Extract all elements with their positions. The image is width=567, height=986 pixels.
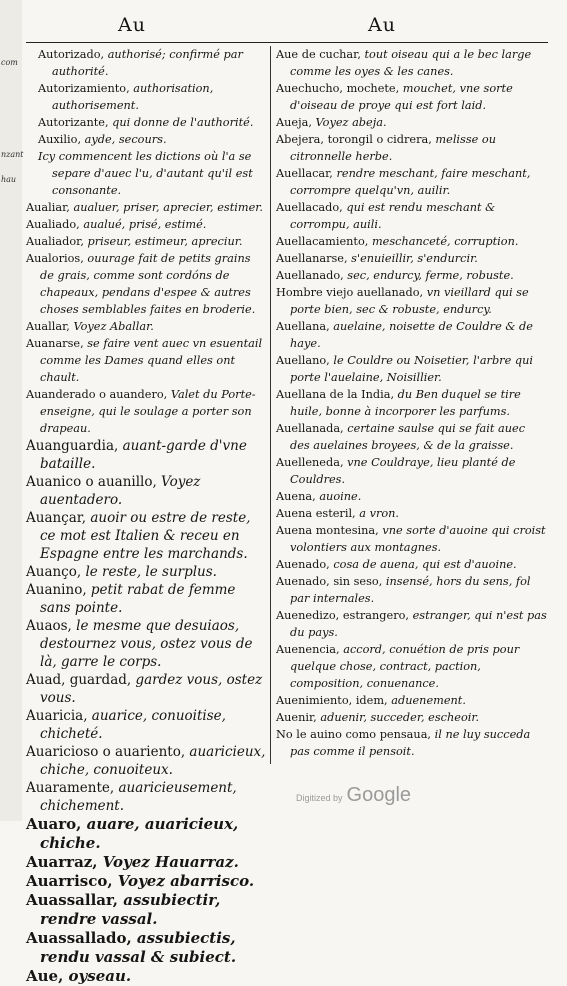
running-head-left: Au xyxy=(118,14,146,36)
entry-definition: qui est rendu meschant & corrompu, auili. xyxy=(290,201,496,231)
entry-definition: vne sorte d'auoine qui croist volontiers aux montagnes. xyxy=(290,524,546,554)
dictionary-entry xyxy=(26,853,268,872)
dictionary-entry xyxy=(26,46,268,80)
entry-definition: ayde, secours. xyxy=(81,133,167,146)
entry-headword: Auechucho, mochete, xyxy=(276,82,400,95)
entry-definition: priseur, estimeur, apreciur. xyxy=(83,235,243,248)
entry-definition: insensé, hors du sens, fol par internales. xyxy=(290,575,531,605)
entry-definition: assubiectir, rendre vassal. xyxy=(40,891,221,928)
entry-definition: auaricieux, chiche, conuoiteux. xyxy=(40,744,266,778)
entry-headword: Auassallar, xyxy=(26,891,119,909)
entry-definition: aduenement. xyxy=(387,694,466,707)
dictionary-entry xyxy=(26,318,268,335)
dictionary-entry xyxy=(276,284,548,318)
entry-headword: Auellanada, xyxy=(276,422,344,435)
entry-headword: Auellano, xyxy=(276,354,330,367)
entry-definition: estranger, qui n'est pas du pays. xyxy=(290,609,547,639)
entry-definition: gardez vous, ostez vous. xyxy=(40,672,263,706)
entry-headword: No le auino como pensaua, xyxy=(276,728,432,741)
margin-note: nzant xyxy=(1,150,24,159)
entry-headword: Autorizamiento, xyxy=(38,82,130,95)
entry-headword: Auellanarse, xyxy=(276,252,348,265)
entry-headword: Auena, xyxy=(276,490,316,503)
entry-definition: authorisation, authorisement. xyxy=(52,82,214,112)
entry-headword: Hombre viejo auellanado, xyxy=(276,286,424,299)
entry-definition: aualuer, priser, aprecier, estimer. xyxy=(69,201,264,214)
margin-note: hau xyxy=(1,175,17,184)
entry-headword: Autorizante, xyxy=(38,116,109,129)
entry-headword: Auanguardia, xyxy=(26,438,119,454)
entry-headword: Auellacamiento, xyxy=(276,235,369,248)
entry-definition: accord, conuétion de pris pour quelque chose, contract, paction, composition, conuenance. xyxy=(290,643,520,690)
entry-definition: melisse ou citronnelle herbe. xyxy=(290,133,496,163)
margin-note: com xyxy=(1,58,18,67)
dictionary-entry xyxy=(276,46,548,80)
dictionary-entry xyxy=(26,386,268,437)
entry-headword: Auanino, xyxy=(26,582,87,598)
dictionary-entry xyxy=(26,148,268,199)
dictionary-entry xyxy=(26,743,268,779)
entry-headword: Auarraz, xyxy=(26,853,98,871)
left-column xyxy=(26,46,268,986)
dictionary-entry xyxy=(26,509,268,563)
entry-definition: petit rabat de femme sans pointe. xyxy=(40,582,236,616)
header-rule xyxy=(26,42,548,43)
entry-definition: Icy commencent les dictions où l'a se separe d'auec l'u, d'autant qu'il est consonante. xyxy=(38,150,253,197)
dictionary-entry xyxy=(276,80,548,114)
entry-headword: Auxilio, xyxy=(38,133,82,146)
entry-headword: Auena montesina, xyxy=(276,524,379,537)
entry-definition: auarice, conuoitise, chicheté. xyxy=(40,708,226,742)
dictionary-entry xyxy=(26,131,268,148)
entry-definition: le reste, le surplus. xyxy=(81,564,217,580)
dictionary-entry xyxy=(26,671,268,707)
entry-headword: Auançar, xyxy=(26,510,87,526)
dictionary-entry xyxy=(276,556,548,573)
entry-headword: Auellacado, xyxy=(276,201,343,214)
dictionary-entry xyxy=(276,352,548,386)
dictionary-entry xyxy=(26,335,268,386)
dictionary-entry xyxy=(26,80,268,114)
entry-definition: assubiectis, rendu vassal & subiect. xyxy=(40,929,237,966)
dictionary-entry xyxy=(26,473,268,509)
entry-definition: tout oiseau qui a le bec large comme les oyes & les canes. xyxy=(290,48,532,78)
dictionary-entry xyxy=(26,563,268,581)
dictionary-entry xyxy=(276,165,548,199)
entry-headword: Aue, xyxy=(26,967,64,985)
entry-headword: Auaricia, xyxy=(26,708,88,724)
entry-headword: Auellacar, xyxy=(276,167,333,180)
dictionary-entry xyxy=(276,607,548,641)
entry-definition: auelaine, noisette de Couldre & de haye. xyxy=(290,320,533,350)
entry-headword: Auena esteril, xyxy=(276,507,356,520)
entry-definition: s'enuieillir, s'endurcir. xyxy=(347,252,478,265)
dictionary-entry xyxy=(26,114,268,131)
previous-page-edge xyxy=(0,0,22,821)
entry-definition: auare, auaricieux, chiche. xyxy=(40,815,239,852)
entry-definition: Voyez abeja. xyxy=(311,116,387,129)
entry-headword: Auarrisco, xyxy=(26,872,113,890)
dictionary-entry xyxy=(26,967,268,986)
entry-definition: du Ben duquel se tire huile, bonne à incorporer les parfums. xyxy=(290,388,521,418)
entry-definition: Voyez auentadero. xyxy=(40,474,201,508)
entry-headword: Auenimiento, idem, xyxy=(276,694,388,707)
entry-definition: se faire vent auec vn esuentail comme les Dames quand elles ont chault. xyxy=(40,337,263,384)
running-head-right: Au xyxy=(368,14,396,36)
entry-definition: auoine. xyxy=(315,490,362,503)
entry-headword: Auelleneda, xyxy=(276,456,344,469)
dictionary-entry xyxy=(26,199,268,216)
entry-definition: cosa de auena, qui est d'auoine. xyxy=(329,558,517,571)
entry-definition: il ne luy succeda pas comme il pensoit. xyxy=(290,728,531,758)
dictionary-entry xyxy=(276,641,548,692)
dictionary-entry xyxy=(276,726,548,760)
entry-definition: Valet du Porte-enseigne, qui le soulage a porter son drapeau. xyxy=(40,388,256,435)
entry-headword: Auenedizo, estrangero, xyxy=(276,609,410,622)
dictionary-entry xyxy=(276,318,548,352)
entry-headword: Auenado, xyxy=(276,558,330,571)
entry-definition: auaricieusement, chichement. xyxy=(40,780,237,814)
entry-headword: Auallar, xyxy=(26,320,70,333)
entry-definition: aduenir, succeder, escheoir. xyxy=(316,711,480,724)
entry-headword: Auanico o auanillo, xyxy=(26,474,157,490)
dictionary-entry xyxy=(276,522,548,556)
digitized-by-google-watermark: Digitized by Google xyxy=(296,784,412,806)
dictionary-entry xyxy=(26,250,268,318)
dictionary-entry xyxy=(276,386,548,420)
dictionary-entry xyxy=(276,267,548,284)
dictionary-entry xyxy=(276,573,548,607)
entry-headword: Abejera, torongil o cidrera, xyxy=(276,133,432,146)
entry-definition: qui donne de l'authorité. xyxy=(108,116,254,129)
entry-headword: Auenir, xyxy=(276,711,317,724)
entry-definition: Voyez abarrisco. xyxy=(112,872,255,890)
dictionary-entry xyxy=(276,505,548,522)
dictionary-entry xyxy=(276,250,548,267)
entry-definition: authorisé; confirmé par authorité. xyxy=(52,48,243,78)
entry-headword: Auanço, xyxy=(26,564,82,580)
entry-definition: ouurage fait de petits grains de grais, comme sont cordóns de chapeaux, pendans d'espee & autres choses semblables faites en broderie. xyxy=(40,252,256,316)
dictionary-entry xyxy=(276,709,548,726)
dictionary-entry xyxy=(276,692,548,709)
entry-definition: oyseau. xyxy=(63,967,132,985)
entry-definition: meschanceté, corruption. xyxy=(368,235,519,248)
dictionary-entry xyxy=(276,199,548,233)
entry-definition: vne Couldraye, lieu planté de Couldres. xyxy=(290,456,516,486)
entry-headword: Auanderado o auandero, xyxy=(26,388,168,401)
entry-headword: Auellana, xyxy=(276,320,330,333)
dictionary-entry xyxy=(276,420,548,454)
entry-headword: Autorizado, xyxy=(38,48,105,61)
entry-definition: auoir ou estre de reste, ce mot est Italien & receu en Espagne entre les marchands. xyxy=(40,510,251,562)
dictionary-entry xyxy=(26,581,268,617)
entry-headword: Auellana de la India, xyxy=(276,388,395,401)
dictionary-entry xyxy=(276,131,548,165)
entry-headword: Auaos, xyxy=(26,618,72,634)
dictionary-entry xyxy=(276,233,548,250)
entry-headword: Auaro, xyxy=(26,815,82,833)
entry-headword: Auassallado, xyxy=(26,929,132,947)
entry-definition: le mesme que desuiaos, destournez vous, ostez vous de là, garre le corps. xyxy=(40,618,253,670)
dictionary-entry xyxy=(276,454,548,488)
entry-definition: le Couldre ou Noisetier, l'arbre qui porte l'auelaine, Noisillier. xyxy=(290,354,533,384)
entry-headword: Auanarse, xyxy=(26,337,84,350)
entry-headword: Aualorios, xyxy=(26,252,84,265)
entry-headword: Auenencia, xyxy=(276,643,340,656)
entry-definition: rendre meschant, faire meschant, corrompre quelqu'vn, auilir. xyxy=(290,167,531,197)
dictionary-entry xyxy=(26,872,268,891)
entry-definition: aualué, prisé, estimé. xyxy=(79,218,207,231)
right-column xyxy=(276,46,548,760)
dictionary-entry xyxy=(26,779,268,815)
dictionary-entry xyxy=(276,488,548,505)
entry-definition: certaine saulse qui se fait auec des auelaines broyees, & de la graisse. xyxy=(290,422,526,452)
dictionary-entry xyxy=(26,891,268,929)
entry-definition: sec, endurcy, ferme, robuste. xyxy=(343,269,514,282)
dictionary-entry xyxy=(26,233,268,250)
entry-headword: Aue de cuchar, xyxy=(276,48,361,61)
entry-definition: Voyez Hauarraz. xyxy=(97,853,239,871)
entry-headword: Aualiar, xyxy=(26,201,70,214)
entry-headword: Aueja, xyxy=(276,116,312,129)
entry-headword: Auaramente, xyxy=(26,780,115,796)
entry-definition: Voyez Aballar. xyxy=(69,320,154,333)
entry-headword: Auaricioso o auariento, xyxy=(26,744,186,760)
dictionary-entry xyxy=(276,114,548,131)
dictionary-entry xyxy=(26,617,268,671)
dictionary-entry xyxy=(26,216,268,233)
entry-definition: a vron. xyxy=(355,507,400,520)
entry-headword: Auellanado, xyxy=(276,269,344,282)
entry-headword: Aualiado, xyxy=(26,218,80,231)
column-divider xyxy=(270,46,271,764)
dictionary-entry xyxy=(26,929,268,967)
dictionary-entry xyxy=(26,707,268,743)
entry-definition: vn vieillard qui se porte bien, sec & robuste, endurcy. xyxy=(290,286,529,316)
entry-definition: auant-garde d'vne bataille. xyxy=(40,438,247,472)
dictionary-entry xyxy=(26,437,268,473)
entry-definition: mouchet, vne sorte d'oiseau de proye qui est fort laid. xyxy=(290,82,513,112)
entry-headword: Auenado, sin seso, xyxy=(276,575,383,588)
entry-headword: Aualiador, xyxy=(26,235,84,248)
entry-headword: Auad, guardad, xyxy=(26,672,132,688)
